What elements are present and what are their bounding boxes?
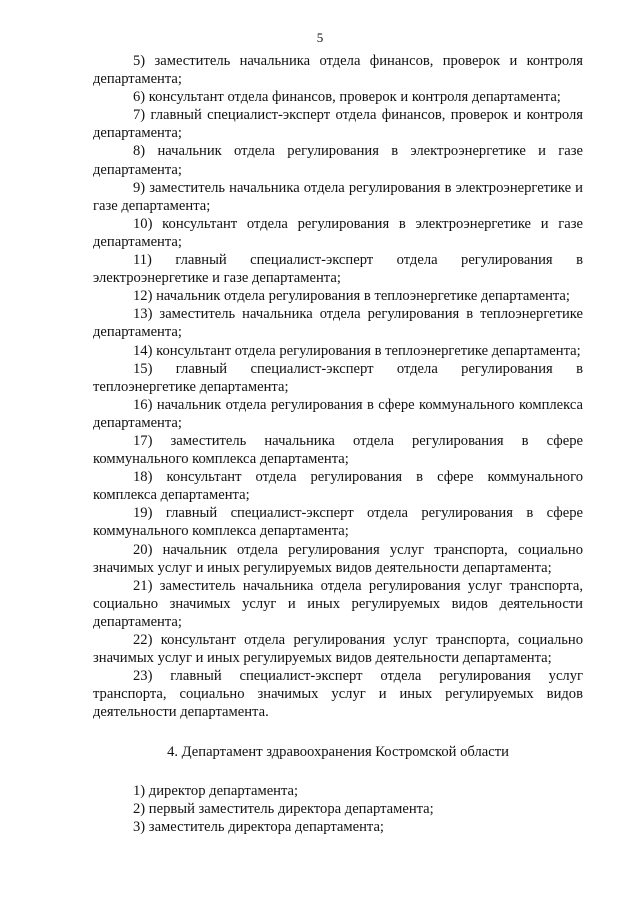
list-item: 15) главный специалист-эксперт отдела регулирования в теплоэнергетике департамента;: [93, 360, 583, 395]
list-item: 17) заместитель начальника отдела регулирования в сфере коммунального комплекса департамента;: [93, 432, 583, 468]
list-item: 3) заместитель директора департамента;: [133, 818, 384, 835]
section-heading: 4. Департамент здравоохранения Костромской области: [167, 744, 509, 761]
list-item: 23) главный специалист-эксперт отдела регулирования услуг транспорта, социально значимых услуг и иных регулируемых видов деятельности департамента.: [93, 668, 583, 721]
list-item: 19) главный специалист-эксперт отдела регулирования в сфере коммунального комплекса департамента;: [93, 505, 583, 540]
list-item: 8) начальник отдела регулирования в электроэнергетике и газе департамента;: [93, 143, 583, 178]
page-number: 5: [316, 30, 324, 45]
list-item: 13) заместитель начальника отдела регулирования в теплоэнергетике департамента;: [93, 306, 583, 341]
section-position-list: [93, 782, 583, 836]
position-list: [93, 52, 583, 721]
list-item: 20) начальник отдела регулирования услуг транспорта, социально значимых услуг и иных регулируемых видов деятельности департамента;: [93, 541, 583, 576]
list-item: 1) директор департамента;: [133, 782, 299, 799]
list-item: 10) консультант отдела регулирования в электроэнергетике и газе департамента;: [93, 215, 583, 250]
list-item: 6) консультант отдела финансов, проверок и контроля департамента;: [133, 89, 561, 106]
list-item: 16) начальник отдела регулирования в сфере коммунального комплекса департамента;: [93, 396, 583, 431]
list-item: 5) заместитель начальника отдела финансов, проверок и контроля департамента;: [93, 53, 583, 88]
document-body: [93, 52, 583, 836]
list-item: 14) консультант отдела регулирования в теплоэнергетике департамента;: [133, 342, 581, 359]
list-item: 22) консультант отдела регулирования услуг транспорта, социально значимых услуг и иных регулируемых видов деятельности департамента;: [93, 632, 583, 667]
list-item: 2) первый заместитель директора департамента;: [133, 800, 434, 817]
list-item: 9) заместитель начальника отдела регулирования в электроэнергетике и газе департамента;: [93, 179, 583, 214]
list-item: 21) заместитель начальника отдела регулирования услуг транспорта, социально значимых услуг и иных регулируемых видов деятельности департамента;: [93, 577, 583, 630]
list-item: 7) главный специалист-эксперт отдела финансов, проверок и контроля департамента;: [93, 107, 583, 142]
list-item: 11) главный специалист-эксперт отдела регулирования в электроэнергетике и газе департамента;: [93, 252, 583, 287]
list-item: 18) консультант отдела регулирования в сфере коммунального комплекса департамента;: [93, 469, 583, 504]
list-item: 12) начальник отдела регулирования в теплоэнергетике департамента;: [133, 288, 570, 305]
